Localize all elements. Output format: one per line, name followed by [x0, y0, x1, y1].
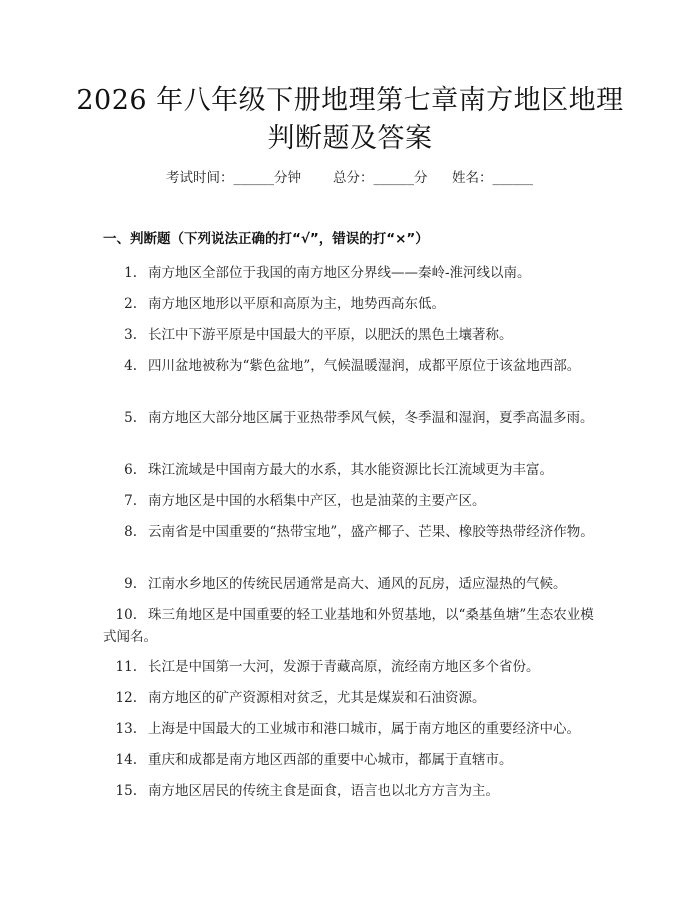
question-item [103, 459, 601, 481]
question-number: 8. [124, 524, 137, 540]
question-number: 3. [124, 327, 137, 343]
question-text: 南方地区居民的传统主食是面食，语言也以北方方言为主。 [148, 783, 499, 799]
title-line-1: 2026 年八年级下册地理第七章南方地区地理 [76, 85, 624, 116]
question-item [103, 407, 601, 429]
question-number: 14. [115, 752, 137, 768]
question-item [103, 355, 601, 377]
exam-time: 考试时间：______分钟 [166, 170, 301, 186]
question-number: 15. [115, 783, 137, 799]
question-number: 7. [124, 493, 137, 509]
question-number: 9. [124, 576, 137, 592]
question-number: 2. [124, 296, 137, 312]
page-title [60, 82, 640, 158]
question-item [103, 656, 601, 678]
question-text: 南方地区地形以平原和高原为主，地势西高东低。 [148, 296, 445, 312]
question-number: 1. [124, 265, 137, 281]
question-text: 南方地区是中国的水稻集中产区，也是油菜的主要产区。 [148, 493, 486, 509]
question-item [103, 262, 601, 284]
question-text: 珠江流域是中国南方最大的水系，其水能资源比长江流域更为丰富。 [148, 462, 553, 478]
question-number: 13. [115, 721, 137, 737]
question-item [103, 324, 601, 346]
question-text: 云南省是中国重要的“热带宝地”，盛产椰子、芒果、橡胶等热带经济作物。 [148, 524, 594, 540]
question-text: 珠三角地区是中国重要的轻工业基地和外贸基地，以“桑基鱼塘”生态农业模式闻名。 [103, 607, 594, 645]
question-text: 重庆和成都是南方地区西部的重要中心城市，都属于直辖市。 [148, 752, 513, 768]
section-heading: 一、判断题（下列说法正确的打“√”，错误的打“×”） [103, 231, 429, 247]
question-item [103, 749, 601, 771]
question-item [103, 521, 601, 543]
question-text: 长江中下游平原是中国最大的平原，以肥沃的黑色土壤著称。 [148, 327, 513, 343]
question-item [103, 293, 601, 315]
question-text: 长江是中国第一大河，发源于青藏高原，流经南方地区多个省份。 [148, 659, 540, 675]
title-line-2: 判断题及答案 [267, 123, 433, 154]
question-number: 5. [124, 410, 137, 426]
question-item [103, 780, 601, 802]
question-item [103, 604, 601, 648]
question-number: 4. [124, 358, 137, 374]
question-number: 12. [115, 690, 137, 706]
question-text: 南方地区全部位于我国的南方地区分界线——秦岭-淮河线以南。 [148, 265, 531, 281]
question-number: 11. [115, 659, 137, 675]
question-text: 四川盆地被称为“紫色盆地”，气候温暖湿润，成都平原位于该盆地西部。 [148, 358, 581, 374]
question-text: 南方地区的矿产资源相对贫乏，尤其是煤炭和石油资源。 [148, 690, 486, 706]
question-item [103, 687, 601, 709]
question-number: 6. [124, 462, 137, 478]
student-name: 姓名：______ [452, 170, 533, 186]
question-text: 江南水乡地区的传统民居通常是高大、通风的瓦房，适应湿热的气候。 [148, 576, 567, 592]
question-number: 10. [115, 607, 137, 623]
total-score: 总分：______分 [333, 170, 428, 186]
question-item [103, 490, 601, 512]
question-text: 上海是中国最大的工业城市和港口城市，属于南方地区的重要经济中心。 [148, 721, 580, 737]
question-text: 南方地区大部分地区属于亚热带季风气候，冬季温和湿润，夏季高温多雨。 [148, 410, 594, 426]
question-item [103, 573, 601, 595]
question-item [103, 718, 601, 740]
